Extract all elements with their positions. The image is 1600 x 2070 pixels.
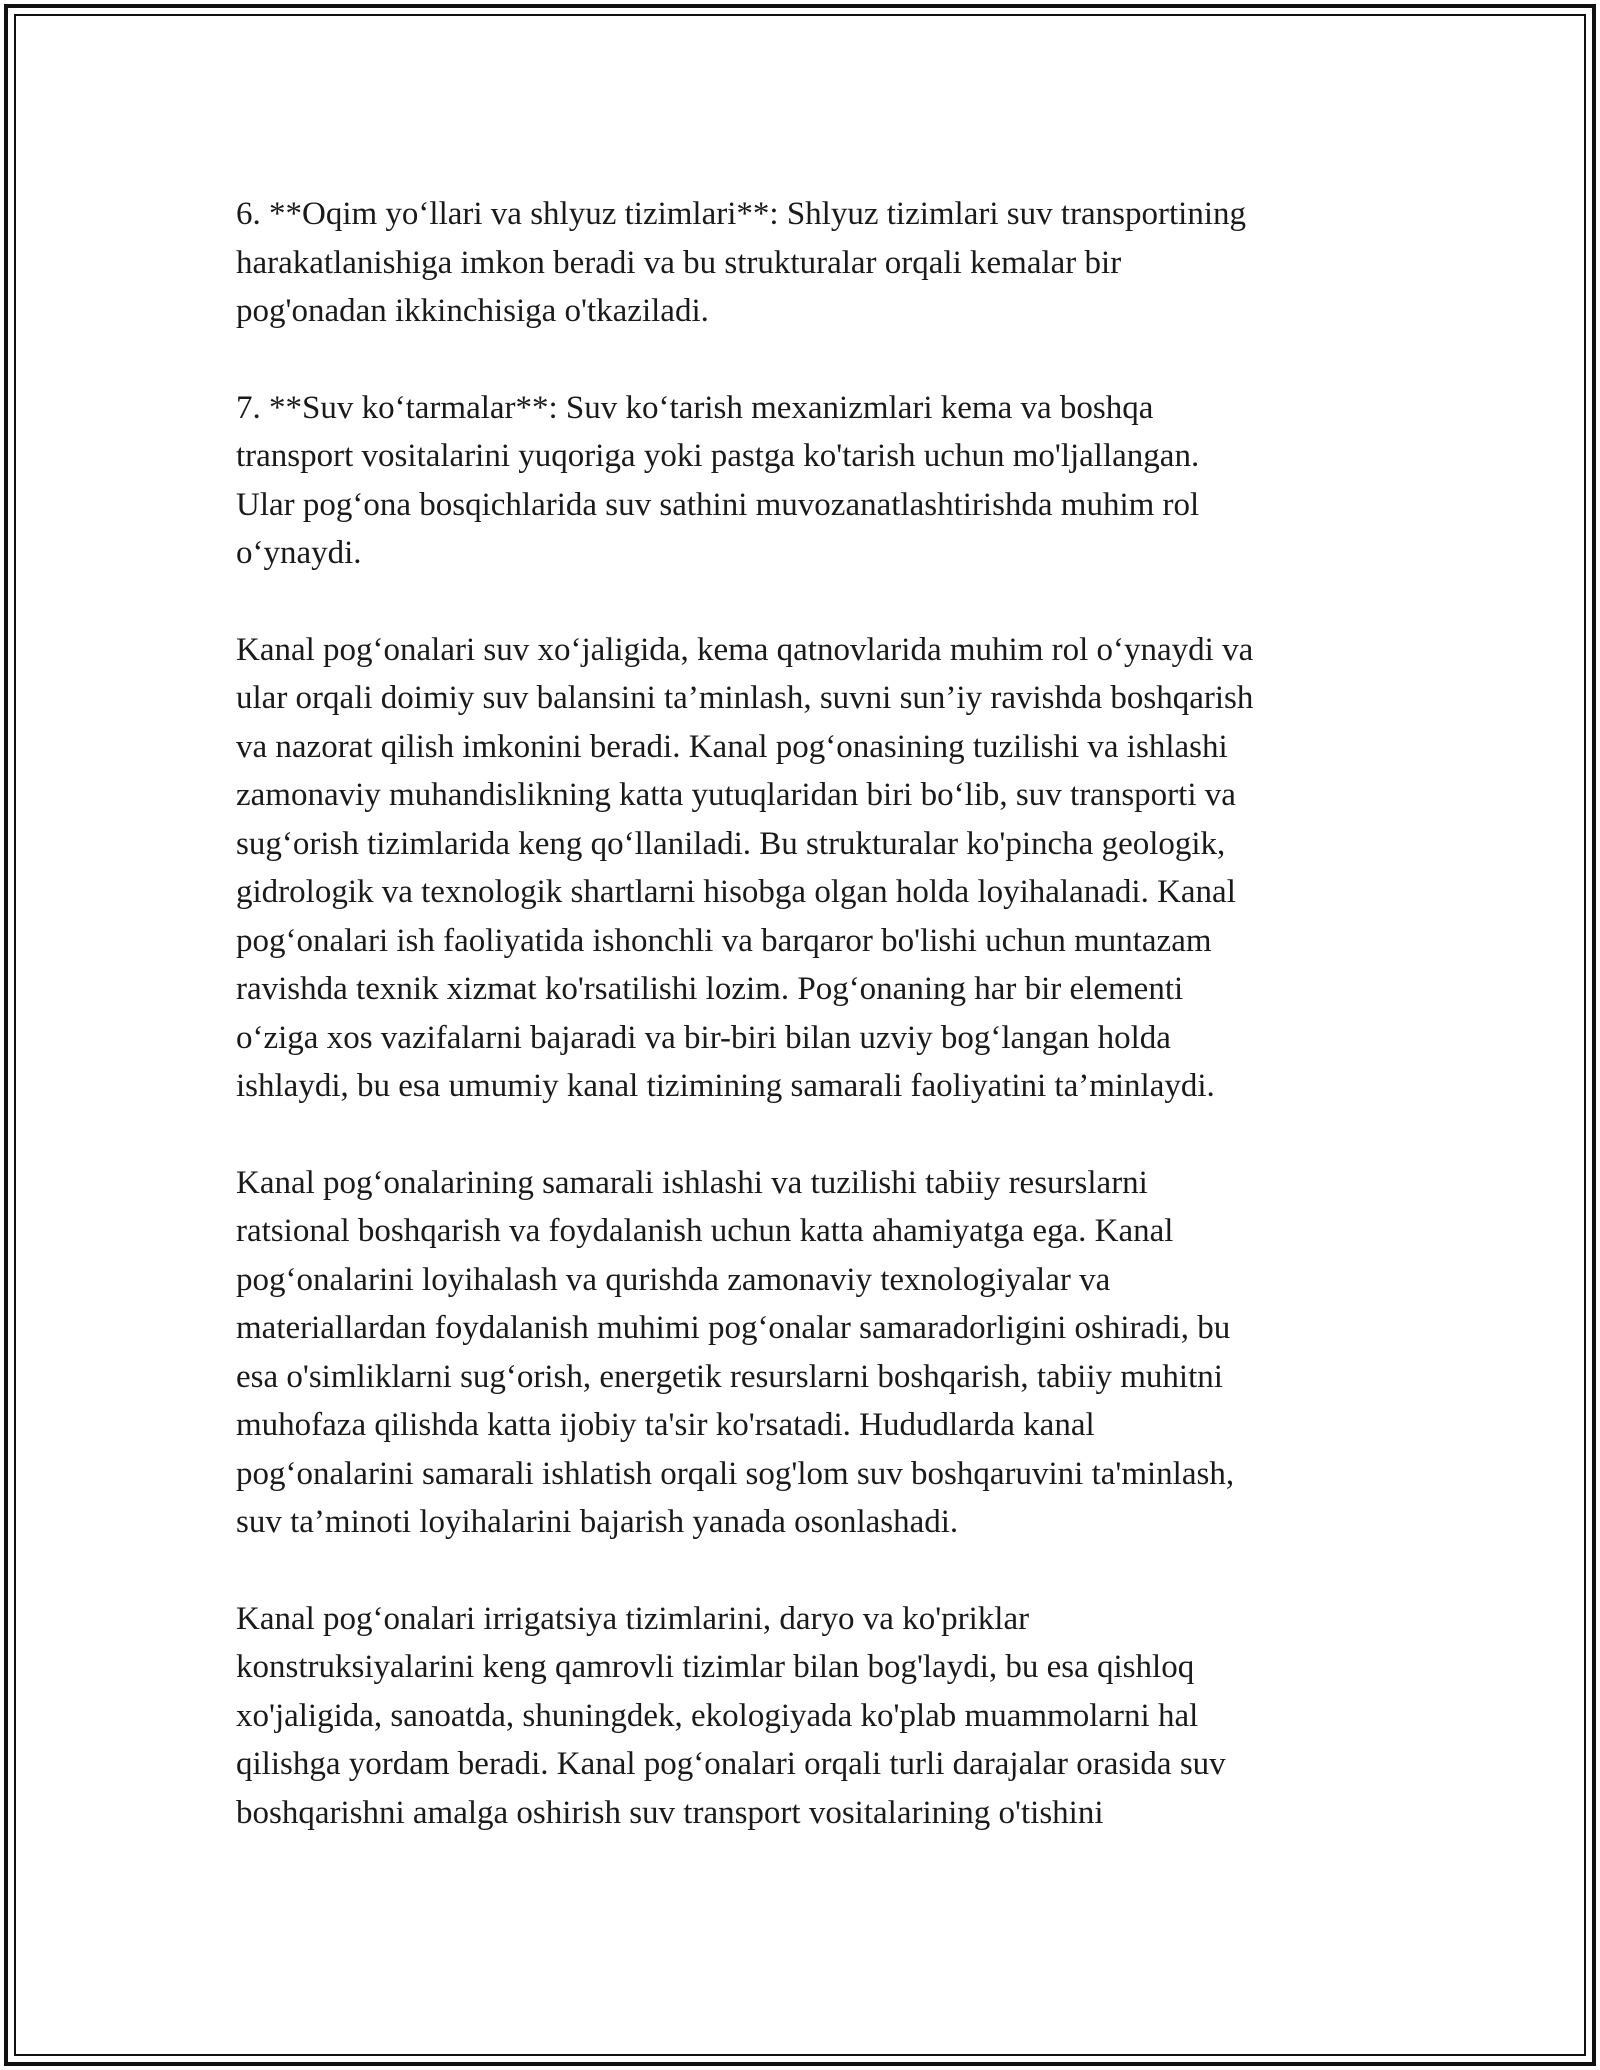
text-line: o‘ziga xos vazifalarni bajaradi va bir-biri bilan uzviy bog‘langan holda: [236, 1019, 1171, 1056]
text-line: konstruksiyalarini keng qamrovli tizimlar bilan bog'laydi, bu esa qishloq: [236, 1649, 1195, 1685]
text-line: ular orqali doimiy suv balansini ta’minlash, suvni sun’iy ravishda boshqarish: [236, 680, 1254, 716]
text-line: harakatlanishiga imkon beradi va bu strukturalar orqali kemalar bir: [236, 244, 1122, 281]
text-line: 6. **Oqim yo‘llari va shlyuz tizimlari**: Shlyuz tizimlari suv transportining: [236, 196, 1247, 232]
text-line: transport vositalarini yuqoriga yoki pastga ko'tarish uchun mo'ljallangan.: [236, 438, 1200, 474]
text-line: ishlaydi, bu esa umumiy kanal tizimining samarali faoliyatini ta’minlaydi.: [236, 1068, 1215, 1104]
text-line: sug‘orish tizimlarida keng qo‘llaniladi. Bu strukturalar ko'pincha geologik,: [236, 825, 1226, 862]
text-line: pog'onadan ikkinchisiga o'tkaziladi.: [236, 293, 709, 329]
text-line: ratsional boshqarish va foydalanish uchun katta ahamiyatga ega. Kanal: [236, 1213, 1174, 1249]
document-body: [236, 190, 1376, 1885]
text-line: qilishga yordam beradi. Kanal pog‘onalari orqali turli darajalar orasida suv: [236, 1746, 1226, 1782]
paragraph-item-6: [236, 190, 1376, 336]
text-line: va nazorat qilish imkonini beradi. Kanal pog‘onasining tuzilishi va ishlashi: [236, 728, 1228, 765]
text-line: gidrologik va texnologik shartlarni hisobga olgan holda loyihalanadi. Kanal: [236, 874, 1236, 910]
text-line: ravishda texnik xizmat ko'rsatilishi lozim. Pog‘onaning har bir elementi: [236, 971, 1184, 1007]
text-line: materiallardan foydalanish muhimi pog‘onalar samaradorligini oshiradi, bu: [236, 1310, 1231, 1346]
text-line: muhofaza qilishda katta ijobiy ta'sir ko'rsatadi. Hududlarda kanal: [236, 1407, 1095, 1443]
text-line: Kanal pog‘onalarining samarali ishlashi va tuzilishi tabiiy resurslarni: [236, 1164, 1148, 1201]
paragraph-canal-steps-irrigation: [236, 1595, 1376, 1838]
text-line: esa o'simliklarni sug‘orish, energetik resurslarni boshqarish, tabiiy muhitni: [236, 1358, 1223, 1395]
paragraph-canal-steps-efficiency: [236, 1159, 1376, 1547]
text-line: Kanal pog‘onalari suv xo‘jaligida, kema qatnovlarida muhim rol o‘ynaydi va: [236, 631, 1254, 668]
text-line: pog‘onalarini loyihalash va qurishda zamonaviy texnologiyalar va: [236, 1261, 1111, 1298]
text-line: boshqarishni amalga oshirish suv transport vositalarining o'tishini: [236, 1794, 1104, 1831]
text-line: pog‘onalari ish faoliyatida ishonchli va barqaror bo'lishi uchun muntazam: [236, 922, 1212, 959]
text-line: o‘ynaydi.: [236, 535, 362, 571]
paragraph-canal-steps-role: [236, 626, 1376, 1111]
text-line: Kanal pog‘onalari irrigatsiya tizimlarini, daryo va ko'priklar: [236, 1600, 1030, 1637]
text-line: Ular pog‘ona bosqichlarida suv sathini muvozanatlashtirishda muhim rol: [236, 486, 1200, 523]
paragraph-item-7: [236, 384, 1376, 578]
text-line: suv ta’minoti loyihalarini bajarish yanada osonlashadi.: [236, 1504, 959, 1540]
text-line: pog‘onalarini samarali ishlatish orqali sog'lom suv boshqaruvini ta'minlash,: [236, 1455, 1235, 1492]
text-line: xo'jaligida, sanoatda, shuningdek, ekologiyada ko'plab muammolarni hal: [236, 1697, 1199, 1734]
text-line: 7. **Suv ko‘tarmalar**: Suv ko‘tarish mexanizmlari kema va boshqa: [236, 389, 1154, 426]
text-line: zamonaviy muhandislikning katta yutuqlaridan biri bo‘lib, suv transporti va: [236, 777, 1236, 813]
